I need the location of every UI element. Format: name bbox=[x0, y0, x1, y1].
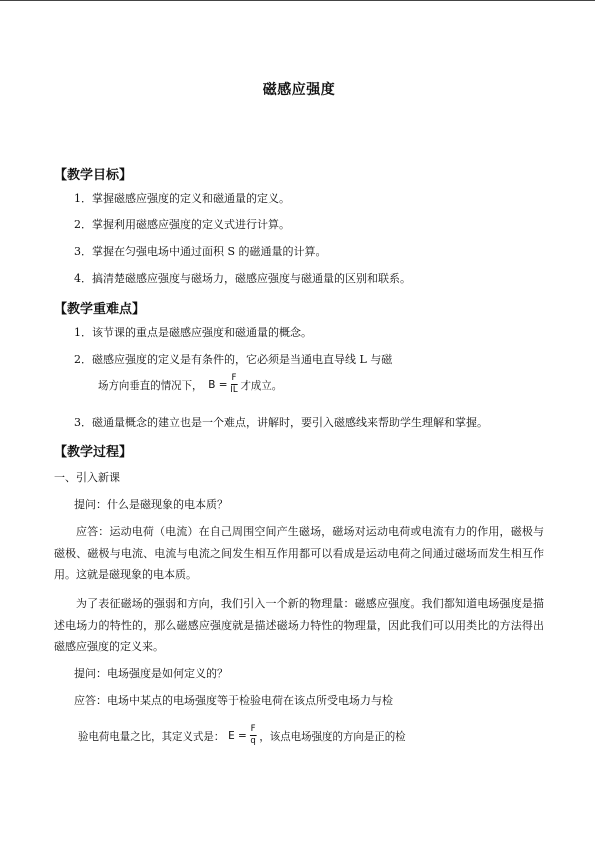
formula-text-before-2: 验电荷电量之比，其定义式是： bbox=[78, 729, 225, 743]
goal-item-1: 1．掌握磁感应强度的定义和磁通量的定义。 bbox=[74, 192, 290, 205]
formula-fraction-2 bbox=[250, 725, 257, 746]
process-answer-2: 应答：电场中某点的电场强度等于检验电荷在该点所受电场力与检 bbox=[74, 694, 393, 707]
formula-lhs-2: E = bbox=[228, 729, 247, 742]
goal-item-4: 4．搞清楚磁感应强度与磁场力，磁感应强度与磁通量的区别和联系。 bbox=[74, 272, 411, 285]
heading-process: 【教学过程】 bbox=[54, 445, 133, 460]
goal-item-2: 2．掌握利用磁感应强度的定义式进行计算。 bbox=[74, 218, 290, 231]
process-question-1: 提问：什么是磁现象的电本质？ bbox=[74, 498, 228, 511]
process-sub-intro: 一、引入新课 bbox=[54, 471, 120, 484]
formula-denominator: IL bbox=[230, 385, 238, 395]
keypoint-item-3: 3．磁通量概念的建立也是一个难点，讲解时，要引入磁感线来帮助学生理解和掌握。 bbox=[74, 416, 488, 429]
formula-text-before: 场方向垂直的情况下， bbox=[98, 378, 203, 392]
formula-numerator-2: F bbox=[250, 724, 256, 734]
formula-fraction bbox=[230, 374, 237, 395]
keypoint-item-2: 2．磁感应强度的定义是有条件的，它必须是当通电直导线 L 与磁 bbox=[74, 353, 393, 366]
heading-keypoints: 【教学重难点】 bbox=[54, 302, 146, 317]
top-rule bbox=[0, 0, 595, 1]
process-question-2: 提问：电场强度是如何定义的？ bbox=[74, 667, 228, 680]
keypoint-item-2-formula-line bbox=[98, 374, 282, 395]
formula-denominator-2: q bbox=[250, 736, 256, 746]
goal-item-3: 3．掌握在匀强电场中通过面积 S 的磁通量的计算。 bbox=[74, 245, 327, 258]
process-paragraph-1: 为了表征磁场的强弱和方向，我们引入一个新的物理量：磁感应强度。我们都知道电场强度是描述电场力的特性的，那么磁感应强度就是描述磁场力特性的物理量，因此我们可以用类比的方法得出磁感应强度的定义来。 bbox=[54, 597, 544, 653]
process-answer-2-formula-line bbox=[78, 725, 406, 746]
formula-numerator: F bbox=[231, 373, 237, 383]
formula-lhs: B = bbox=[208, 378, 228, 391]
heading-goals: 【教学目标】 bbox=[54, 168, 133, 183]
page-title: 磁感应强度 bbox=[262, 82, 336, 98]
formula-text-after: 才成立。 bbox=[240, 378, 283, 392]
keypoint-item-1: 1．该节课的重点是磁感应强度和磁通量的概念。 bbox=[74, 326, 312, 339]
process-answer-1: 应答：运动电荷（电流）在自己周围空间产生磁场，磁场对运动电荷或电流有力的作用，磁极与磁极、磁极与电流、电流与电流之间发生相互作用都可以看成是运动电荷之间通过磁场而发生相互作用。这就是磁现象的电本质。 bbox=[54, 525, 544, 581]
formula-text-after-2: ，该点电场强度的方向是正的检 bbox=[259, 729, 406, 743]
